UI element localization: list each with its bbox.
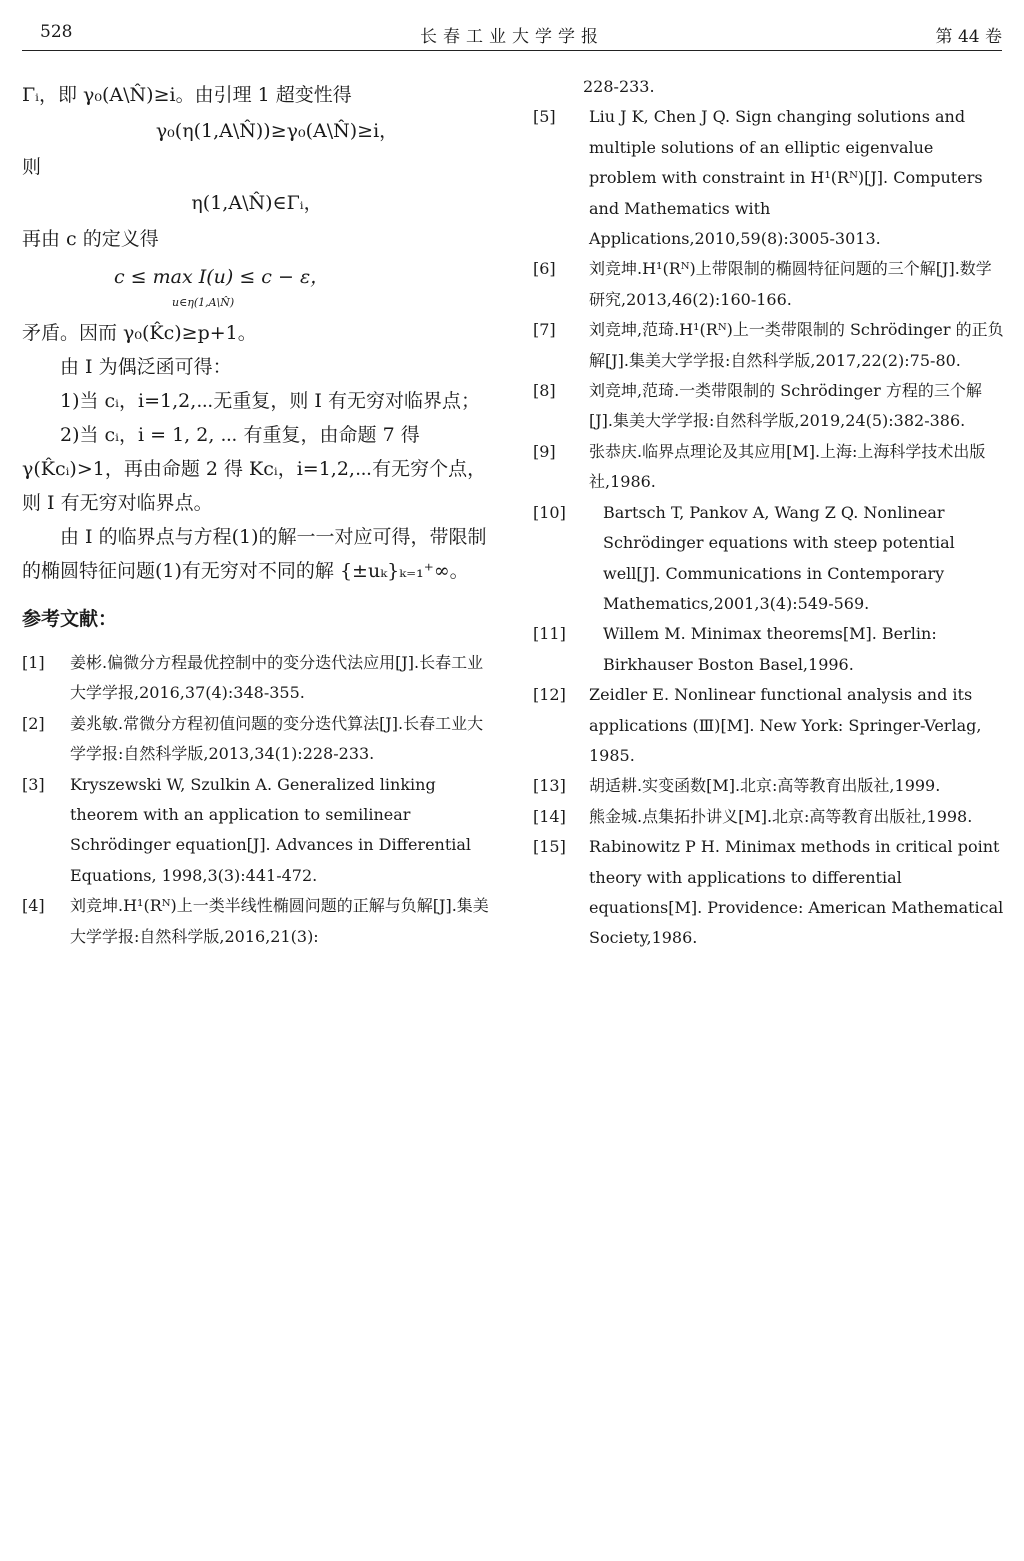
references-left xyxy=(22,648,492,952)
reference-item xyxy=(533,498,1005,620)
page-header xyxy=(22,18,1002,51)
reference-item xyxy=(533,315,1005,376)
reference-text: Bartsch T, Pankov A, Wang Z Q. Nonlinear Schrödinger equations with steep potential well[J]. Communications in Contemporary Mathematics,2001,3(4):549-569. xyxy=(603,502,955,613)
formula-1: γ₀(η(1,A\N̂))≥γ₀(A\N̂)≥i， xyxy=(155,120,399,142)
reference-number: [4] xyxy=(22,896,45,916)
proof-contradiction: 矛盾。因而 γ₀(K̂c)≥p+1。 xyxy=(22,322,257,344)
reference-text: 刘竞坤,范琦.一类带限制的 Schrödinger 方程的三个解[J].集美大学学报:自然科学版,2019,24(5):382-386. xyxy=(589,381,982,431)
proof-case-2: 2)当 cᵢ，i = 1, 2, ⋯ 有重复，由命题 7 得 γ(K̂cᵢ)>1，再由命题 2 得 Kcᵢ，i=1,2,⋯有无穷个点，则 I 有无穷对临界点。 xyxy=(22,424,487,514)
reference-text: 胡适耕.实变函数[M].北京:高等教育出版社,1999. xyxy=(589,776,941,796)
reference-text: 姜兆敏.常微分方程初值问题的变分迭代算法[J].长春工业大学学报:自然科学版,2013,34(1):228-233. xyxy=(70,713,484,764)
reference-item xyxy=(22,648,492,709)
reference-item xyxy=(22,891,492,952)
proof-conclusion: 由 I 的临界点与方程(1)的解一一对应可得，带限制的椭圆特征问题(1)有无穷对不同的解 {±uₖ}ₖ₌₁⁺∞。 xyxy=(22,526,487,582)
reference-text: Liu J K, Chen J Q. Sign changing solutions and multiple solutions of an elliptic eigenvalue problem with constraint in H¹(Rᴺ)[J]. Computers and Mathematics with Applications,2010,59(8):3005-3013. xyxy=(589,107,983,249)
journal-title: 长春工业大学学报 xyxy=(420,27,604,47)
proof-case-1: 1)当 cᵢ，i=1,2,⋯无重复，则 I 有无穷对临界点； xyxy=(60,390,480,412)
proof-line-1: Γᵢ，即 γ₀(A\N̂)≥i。由引理 1 超变性得 xyxy=(22,84,352,106)
reference-item xyxy=(533,102,1005,254)
reference-text: 刘竞坤.H¹(Rᴺ)上带限制的椭圆特征问题的三个解[J].数学研究,2013,46(2):160-166. xyxy=(589,259,992,309)
formula-2: η(1,A\N̂)∈Γᵢ， xyxy=(191,192,323,214)
reference-item xyxy=(533,832,1005,954)
reference-text: Rabinowitz P H. Minimax methods in critical point theory with applications to differential equations[M]. Providence: American Mathematical Society,1986. xyxy=(589,837,1004,948)
proof-line-3: 再由 c 的定义得 xyxy=(22,228,159,250)
formula-3 xyxy=(22,256,492,316)
reference-text: 刘竞坤,范琦.H¹(Rᴺ)上一类带限制的 Schrödinger 的正负解[J].集美大学学报:自然科学版,2017,22(2):75-80. xyxy=(589,320,1004,370)
volume-label: 第 44 卷 xyxy=(935,27,1002,47)
reference-number: [14] xyxy=(533,806,566,826)
reference-text: 张恭庆.临界点理论及其应用[M].上海:上海科学技术出版社,1986. xyxy=(589,441,986,492)
reference-item xyxy=(22,709,492,770)
reference-text: 刘竞坤.H¹(Rᴺ)上一类半线性椭圆问题的正解与负解[J].集美大学学报:自然科学版,2016,21(3): xyxy=(70,896,489,946)
reference-item xyxy=(22,770,492,892)
reference-text: 姜彬.偏微分方程最优控制中的变分迭代法应用[J].长春工业大学学报,2016,37(4):348-355. xyxy=(70,653,484,703)
reference-text: Zeidler E. Nonlinear functional analysis and its applications (Ⅲ)[M]. New York: Springer-Verlag, 1985. xyxy=(589,685,982,765)
reference-continuation: 228-233. xyxy=(583,77,655,96)
reference-number: [6] xyxy=(533,259,556,279)
reference-item xyxy=(533,437,1005,498)
reference-number: [9] xyxy=(533,441,556,461)
proof-even-functional: 由 I 为偶泛函可得： xyxy=(60,356,232,378)
reference-number: [7] xyxy=(533,320,556,340)
reference-number: [15] xyxy=(533,837,566,857)
reference-number: [2] xyxy=(22,713,45,733)
left-column xyxy=(22,78,492,952)
reference-item xyxy=(533,376,1005,437)
right-column xyxy=(533,72,1005,954)
formula-3-main: c ≤ max I(u) ≤ c − ε， xyxy=(114,266,330,288)
reference-number: [5] xyxy=(533,107,556,127)
reference-number: [8] xyxy=(533,381,556,401)
formula-3-subscript: u∈η(1,A\N̂) xyxy=(172,296,235,309)
page-number: 528 xyxy=(40,22,73,42)
references-heading: 参考文献： xyxy=(22,608,118,630)
reference-number: [13] xyxy=(533,776,566,796)
reference-text: 熊金城.点集拓扑讲义[M].北京:高等教育出版社,1998. xyxy=(589,806,973,826)
reference-item xyxy=(533,680,1005,771)
reference-item xyxy=(533,771,1005,801)
proof-then: 则 xyxy=(22,156,42,178)
reference-text: Willem M. Minimax theorems[M]. Berlin: Birkhauser Boston Basel,1996. xyxy=(603,624,937,674)
reference-item xyxy=(533,254,1005,315)
reference-number: [10] xyxy=(533,502,566,522)
reference-text: Kryszewski W, Szulkin A. Generalized linking theorem with an application to semilinear Schrödinger equation[J]. Advances in Differential Equations, 1998,3(3):441-472. xyxy=(70,774,472,885)
reference-item xyxy=(533,802,1005,832)
reference-number: [11] xyxy=(533,624,566,644)
reference-item xyxy=(533,619,1005,680)
reference-number: [3] xyxy=(22,774,45,794)
reference-number: [1] xyxy=(22,653,45,672)
reference-number: [12] xyxy=(533,685,566,705)
